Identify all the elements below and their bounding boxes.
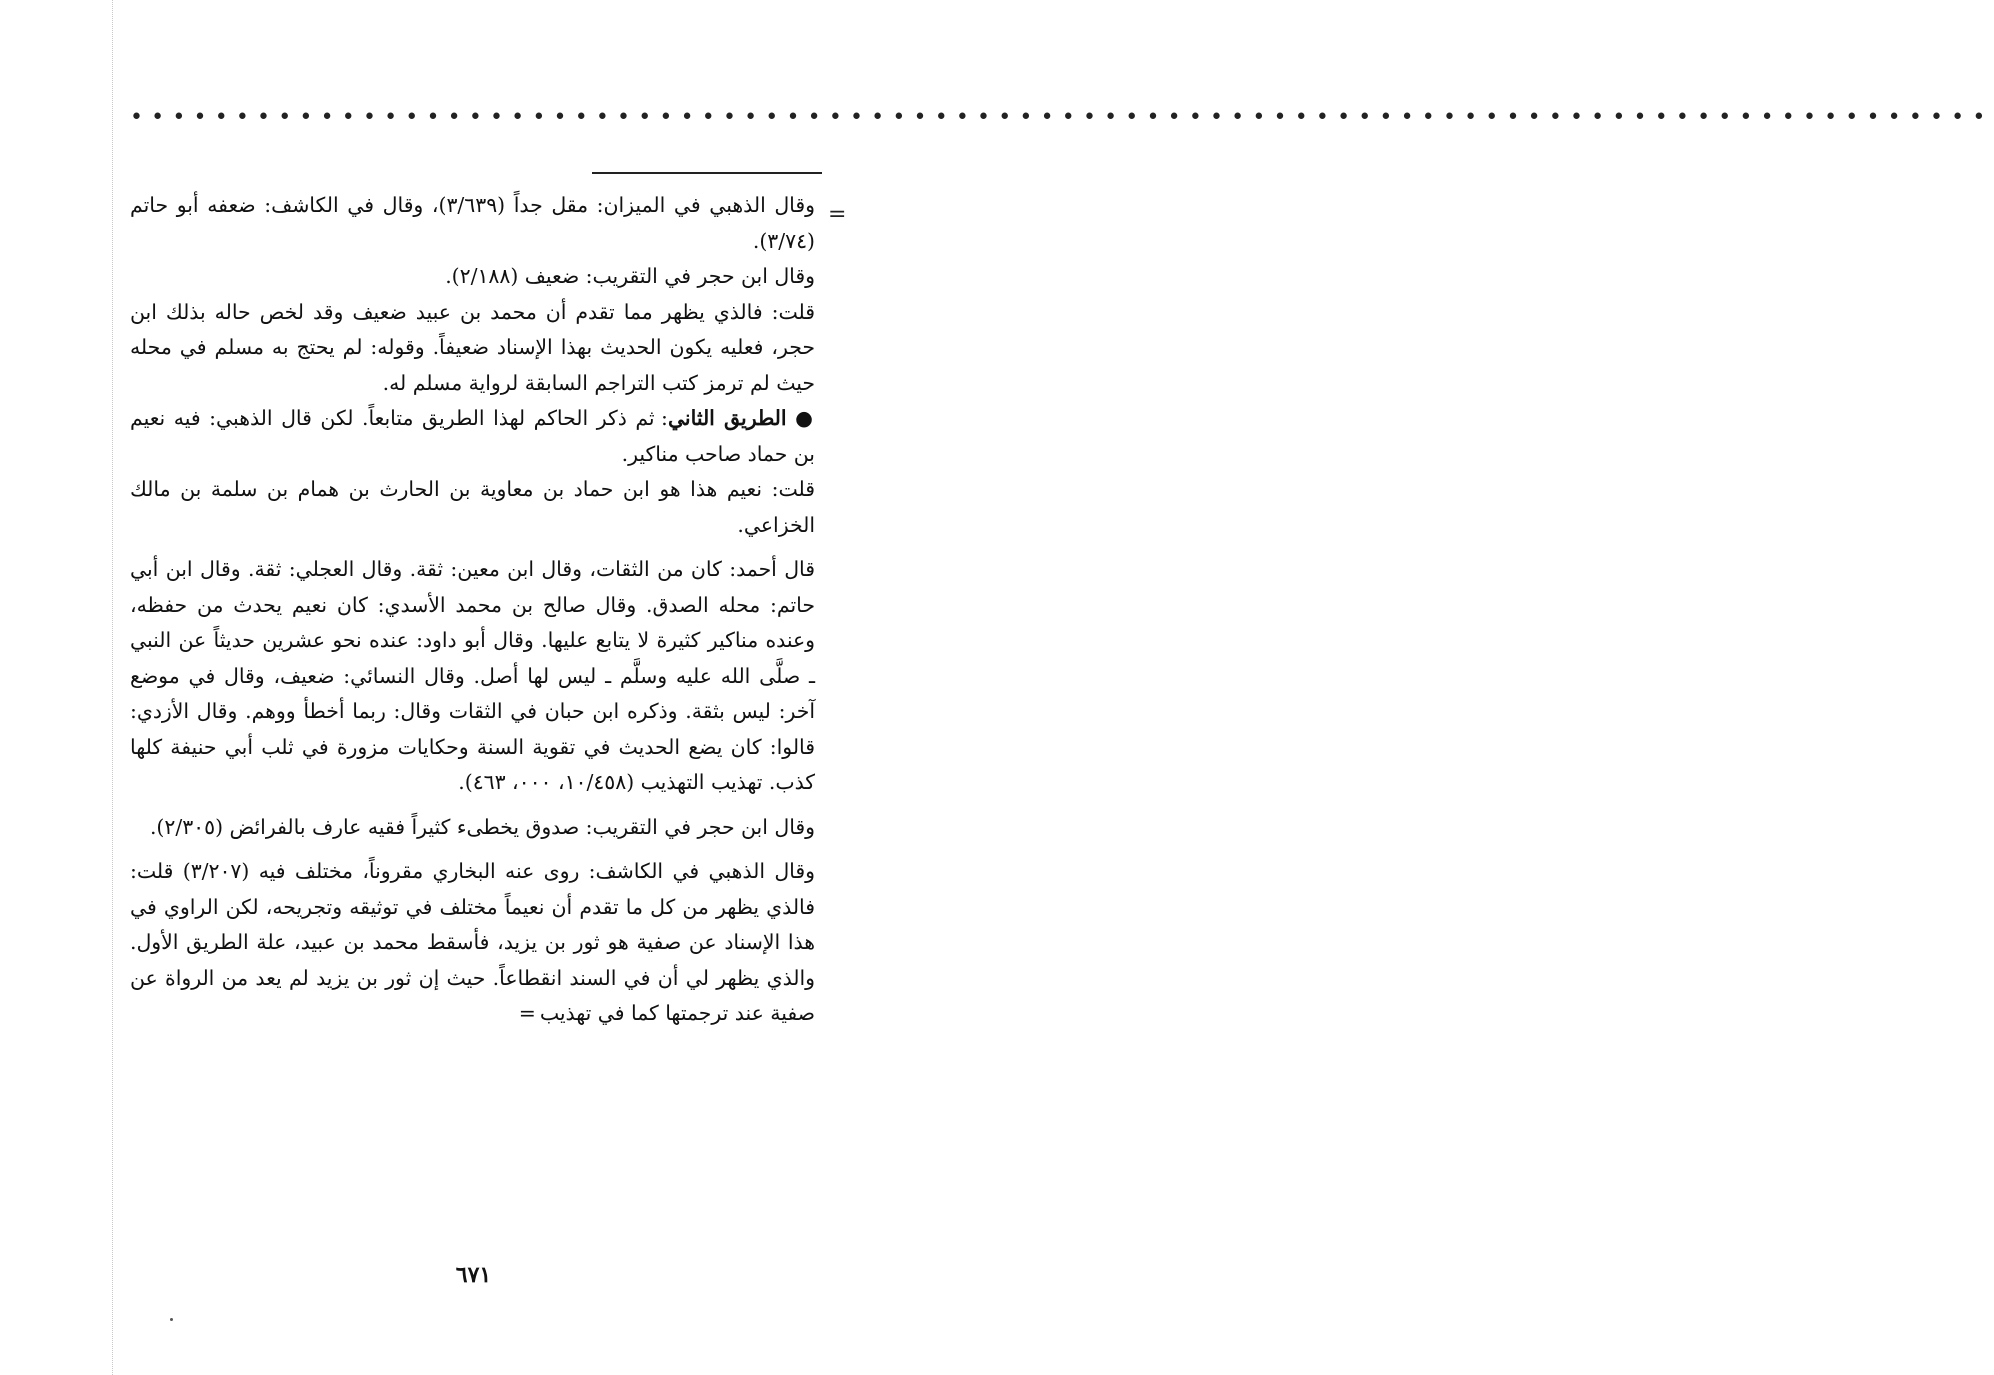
paragraph-qultu-nuaym: قلت: نعيم هذا هو ابن حماد بن معاوية بن الحارث بن همام بن سلمة بن مالك الخزاعي. (130, 477, 815, 537)
paragraph-dhahabi-kashif-text: وقال الذهبي في الكاشف: روى عنه البخاري مقروناً، مختلف فيه (٣/٢٠٧) قلت: فالذي يظهر من كل ما تقدم أن نعيماً مختلف في توثيقه وتجريحه، لكن الراوي في هذا الإسناد عن صفية هو ثور بن يزيد، فأسقط محمد بن عبيد، علة الطريق الأول. والذي يظهر لي أن في السند انقطاعاً. حيث إن ثور بن يزيد لم يعد من الرواة عن صفية عند ترجمتها كما في تهذيب (130, 859, 815, 1025)
page-edge-marks (112, 0, 115, 1375)
paragraph-ibn-hajar-1: وقال ابن حجر في التقريب: ضعيف (٢/١٨٨). (445, 264, 815, 288)
page-number: ٦٧١ (455, 1262, 492, 1288)
paragraph-second-route (130, 401, 815, 472)
paragraph-ahmad: قال أحمد: كان من الثقات، وقال ابن معين: ثقة. وقال العجلي: ثقة. وقال ابن أبي حاتم: محله الصدق. وقال صالح بن محمد الأسدي: كان نعيم يحدث من حفظه، وعنده مناكير كثيرة لا يتابع عليها. وقال أبو داود: عنده نحو عشرين حديثاً عن النبي ـ صلَّى الله عليه وسلَّم ـ ليس لها أصل. وقال النسائي: ضعيف، وقال في موضع آخر: ليس بثقة. وذكره ابن حبان في الثقات وقال: ربما أخطأ ووهم. وقال الأزدي: قالوا: كان يضع الحديث في تقوية السنة وحكايات مزورة في ثلب أبي حنيفة كلها كذب. تهذيب التهذيب (١٠/٤٥٨، ٠٠٠، ٤٦٣). (130, 557, 815, 794)
continuation-marker-bottom: = (518, 1001, 536, 1025)
paragraph-dhahabi-kashif (130, 854, 815, 1032)
footnote-rule (592, 172, 822, 174)
paragraph-qultu-1: قلت: فالذي يظهر مما تقدم أن محمد بن عبيد ضعيف وقد لخص حاله بذلك ابن حجر، فعليه يكون الحديث بهذا الإسناد ضعيفاً. وقوله: لم يحتج به مسلم في محله حيث لم ترمز كتب التراجم السابقة لرواية مسلم له. (130, 299, 815, 395)
bullet-icon: ● (795, 406, 815, 430)
paragraph-ibn-hajar-2: وقال ابن حجر في التقريب: صدوق يخطىء كثيراً فقيه عارف بالفرائض (٢/٣٠٥). (149, 814, 815, 839)
second-route-heading: الطريق الثاني (667, 406, 787, 430)
second-route-text: : ثم ذكر الحاكم لهذا الطريق متابعاً. لكن قال الذهبي: فيه نعيم بن حماد صاحب مناكير. (130, 406, 815, 466)
footnote-body (130, 188, 815, 1032)
dotted-separator: •••••••••••••••••••••••••••••••••••••••••••••••••••••••••••••••••••••••••••••••••••••••• (130, 105, 1994, 130)
continuation-marker-top: = (828, 202, 847, 227)
scan-speck (170, 1318, 173, 1321)
paragraph-dhahabi-mizan: وقال الذهبي في الميزان: مقل جداً (٣/٦٣٩)، وقال في الكاشف: ضعفه أبو حاتم (٣/٧٤). (130, 193, 815, 253)
